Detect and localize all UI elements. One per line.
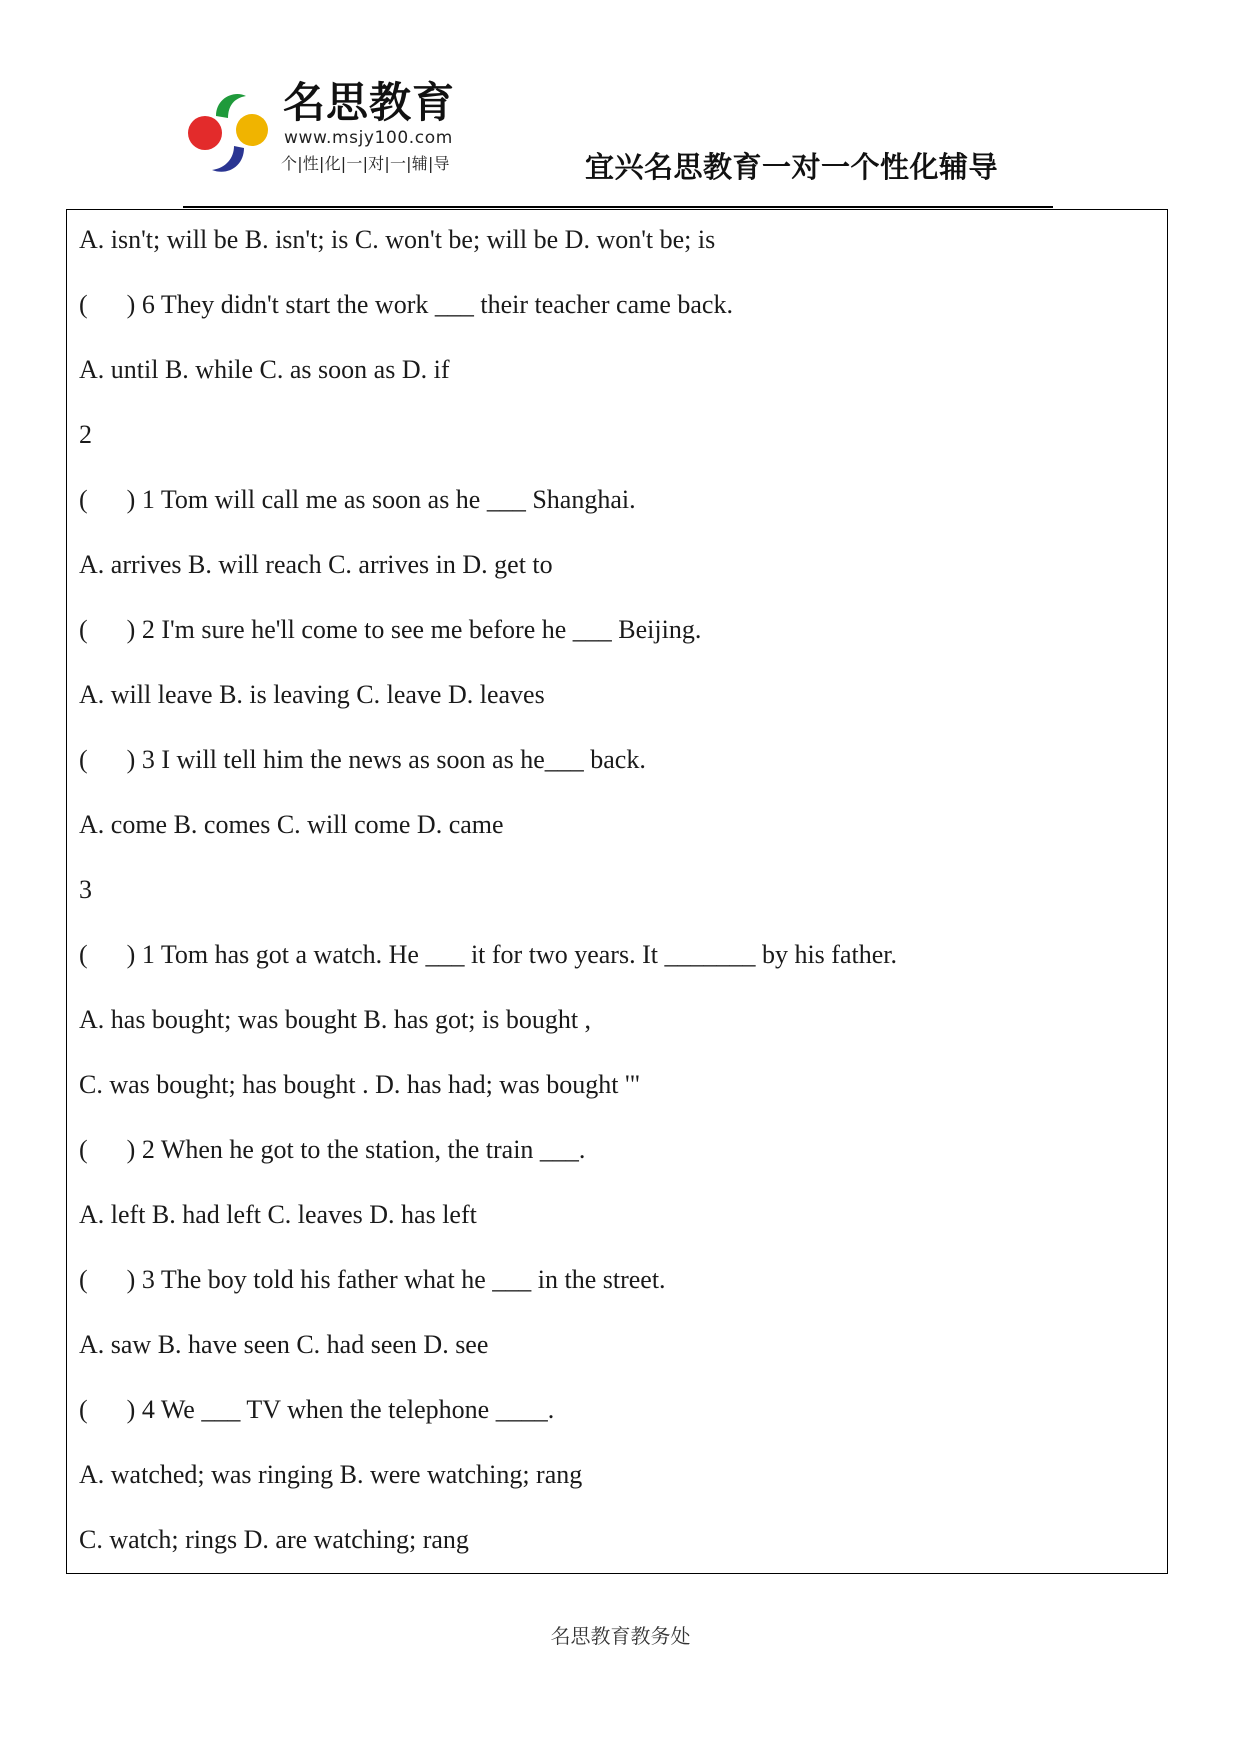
exercise-line: A. arrives B. will reach C. arrives in D. get to xyxy=(79,550,553,579)
exercise-line: A. watched; was ringing B. were watching; rang xyxy=(79,1460,583,1489)
page-footer: 名思教育教务处 xyxy=(550,1624,691,1648)
exercise-line: ( ) 3 The boy told his father what he ___ in the street. xyxy=(79,1265,666,1294)
four-color-pinwheel-logo-icon xyxy=(186,88,272,178)
exercise-line: ( ) 1 Tom will call me as soon as he ___ Shanghai. xyxy=(79,485,636,514)
exercise-content-box xyxy=(66,209,1168,1574)
exercise-line: ( ) 2 I'm sure he'll come to see me before he ___ Beijing. xyxy=(79,615,702,644)
exercise-lines xyxy=(79,226,897,1591)
exercise-line: ( ) 4 We ___ TV when the telephone ____. xyxy=(79,1395,555,1424)
exercise-line: ( ) 6 They didn't start the work ___ their teacher came back. xyxy=(79,290,733,319)
exercise-line: A. come B. comes C. will come D. came xyxy=(79,810,504,839)
exercise-line: C. was bought; has bought . D. has had; was bought '" xyxy=(79,1070,641,1099)
exercise-line: ( ) 2 When he got to the station, the train ___. xyxy=(79,1135,586,1164)
exercise-line: A. saw B. have seen C. had seen D. see xyxy=(79,1330,489,1359)
exercise-line: A. will leave B. is leaving C. leave D. leaves xyxy=(79,680,545,709)
brand-url: www.msjy100.com xyxy=(284,128,453,148)
exercise-line: A. until B. while C. as soon as D. if xyxy=(79,355,450,384)
exercise-line: C. watch; rings D. are watching; rang xyxy=(79,1525,469,1554)
exercise-line: A. left B. had left C. leaves D. has left xyxy=(79,1200,477,1229)
section-number: 2 xyxy=(79,420,92,449)
header-title: 宜兴名思教育一对一个性化辅导 xyxy=(585,150,999,184)
brand-tagline: 个|性|化|一|对|一|辅|导 xyxy=(281,154,450,173)
exercise-line: A. has bought; was bought B. has got; is bought , xyxy=(79,1005,592,1034)
header-divider xyxy=(183,206,1053,208)
brand-name: 名思教育 xyxy=(283,78,456,127)
exercise-line: ( ) 1 Tom has got a watch. He ___ it for two years. It _______ by his father. xyxy=(79,940,897,969)
page-header xyxy=(0,0,1241,212)
exercise-line: A. isn't; will be B. isn't; is C. won't be; will be D. won't be; is xyxy=(79,225,716,254)
exercise-line: ( ) 3 I will tell him the news as soon as he___ back. xyxy=(79,745,646,774)
section-number: 3 xyxy=(79,875,92,904)
